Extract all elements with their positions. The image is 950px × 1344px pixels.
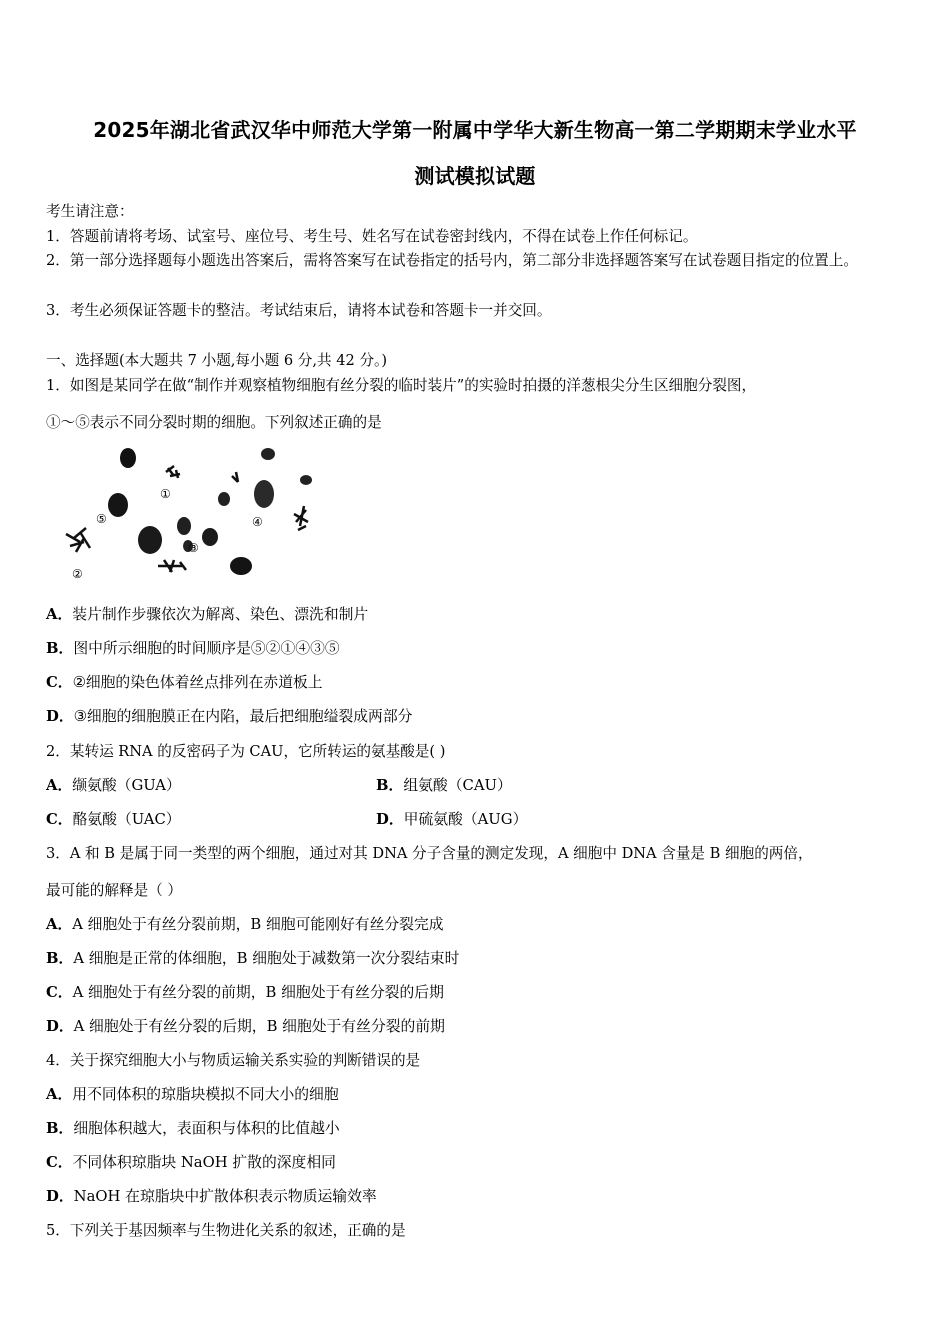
q2-stem: 2．某转运 RNA 的反密码子为 CAU，它所转运的氨基酸是( ) (46, 743, 446, 760)
q3-option-c: C．A 细胞处于有丝分裂的前期，B 细胞处于有丝分裂的后期 (46, 984, 444, 1001)
section-heading: 一、选择题(本大题共 7 小题,每小题 6 分,共 42 分。) (46, 352, 388, 369)
cell-blob (177, 517, 191, 535)
q3-stem-line2: 最可能的解释是（ ） (46, 882, 182, 899)
q2-option-d: D．甲硫氨酸（AUG） (376, 811, 528, 828)
q4-option-b: B．细胞体积越大，表面积与体积的比值越小 (46, 1120, 340, 1137)
q3-stem-line1: 3．A 和 B 是属于同一类型的两个细胞，通过对其 DNA 分子含量的测定发现，A 细胞中 DNA 含量是 B 细胞的两倍， (46, 845, 813, 862)
q3-option-d: D．A 细胞处于有丝分裂的后期，B 细胞处于有丝分裂的前期 (46, 1018, 445, 1035)
cell-blob (120, 448, 136, 468)
cell-blob (261, 448, 275, 460)
cell-blob (300, 475, 312, 485)
cell-blob (230, 557, 252, 575)
q4-stem: 4．关于探究细胞大小与物质运输关系实验的判断错误的是 (46, 1052, 421, 1069)
q1-stem-line1: 1．如图是某同学在做“制作并观察植物细胞有丝分裂的临时装片”的实验时拍摄的洋葱根尖分生区细胞分裂图， (46, 377, 757, 394)
q2-option-c: C．酪氨酸（UAC） (46, 811, 181, 828)
q1-stem-line2: ①～⑤表示不同分裂时期的细胞。下列叙述正确的是 (46, 414, 382, 431)
onion-root-tip-micrograph (46, 442, 326, 584)
q1-option-b: B．图中所示细胞的时间顺序是⑤②①④③⑤ (46, 640, 340, 657)
notice-item-3: 3．考生必须保证答题卡的整洁。考试结束后，请将本试卷和答题卡一并交回。 (46, 302, 552, 319)
exam-title-line1: 2025年湖北省武汉华中师范大学第一附属中学华大新生物高一第二学期期末学业水平 (93, 118, 857, 142)
cell-blob (202, 528, 218, 546)
q3-option-b: B．A 细胞是正常的体细胞，B 细胞处于减数第一次分裂结束时 (46, 950, 460, 967)
notice-heading: 考生请注意： (46, 203, 134, 220)
q1-option-c: C．②细胞的染色体着丝点排列在赤道板上 (46, 674, 323, 691)
cell-blob (138, 526, 162, 554)
figure-label-5: ⑤ (96, 512, 107, 526)
q3-option-a: A．A 细胞处于有丝分裂前期，B 细胞可能刚好有丝分裂完成 (46, 916, 444, 933)
exam-title-line2: 测试模拟试题 (414, 164, 536, 188)
q1-micrograph-figure (46, 442, 326, 584)
q5-stem: 5．下列关于基因频率与生物进化关系的叙述，正确的是 (46, 1222, 406, 1239)
cell-blob (254, 480, 274, 508)
notice-item-2: 2．第一部分选择题每小题选出答案后，需将答案写在试卷指定的括号内，第二部分非选择题答案写在试卷题目指定的位置上。 (46, 252, 858, 269)
notice-item-1: 1．答题前请将考场、试室号、座位号、考生号、姓名写在试卷密封线内，不得在试卷上作任何标记。 (46, 228, 698, 245)
figure-label-1: ① (160, 487, 171, 501)
figure-label-3: ③ (188, 541, 199, 555)
q1-option-a: A．装片制作步骤依次为解离、染色、漂洗和制片 (46, 606, 369, 623)
q4-option-c: C．不同体积琼脂块 NaOH 扩散的深度相同 (46, 1154, 336, 1171)
cell-blob (218, 492, 230, 506)
q2-option-b: B．组氨酸（CAU） (376, 777, 512, 794)
figure-label-2: ② (72, 567, 83, 581)
q4-option-d: D．NaOH 在琼脂块中扩散体积表示物质运输效率 (46, 1188, 377, 1205)
q1-option-d: D．③细胞的细胞膜正在内陷，最后把细胞缢裂成两部分 (46, 708, 413, 725)
q2-option-a: A．缬氨酸（GUA） (46, 777, 181, 794)
q4-option-a: A．用不同体积的琼脂块模拟不同大小的细胞 (46, 1086, 339, 1103)
cell-blob (108, 493, 128, 517)
figure-label-4: ④ (252, 515, 263, 529)
